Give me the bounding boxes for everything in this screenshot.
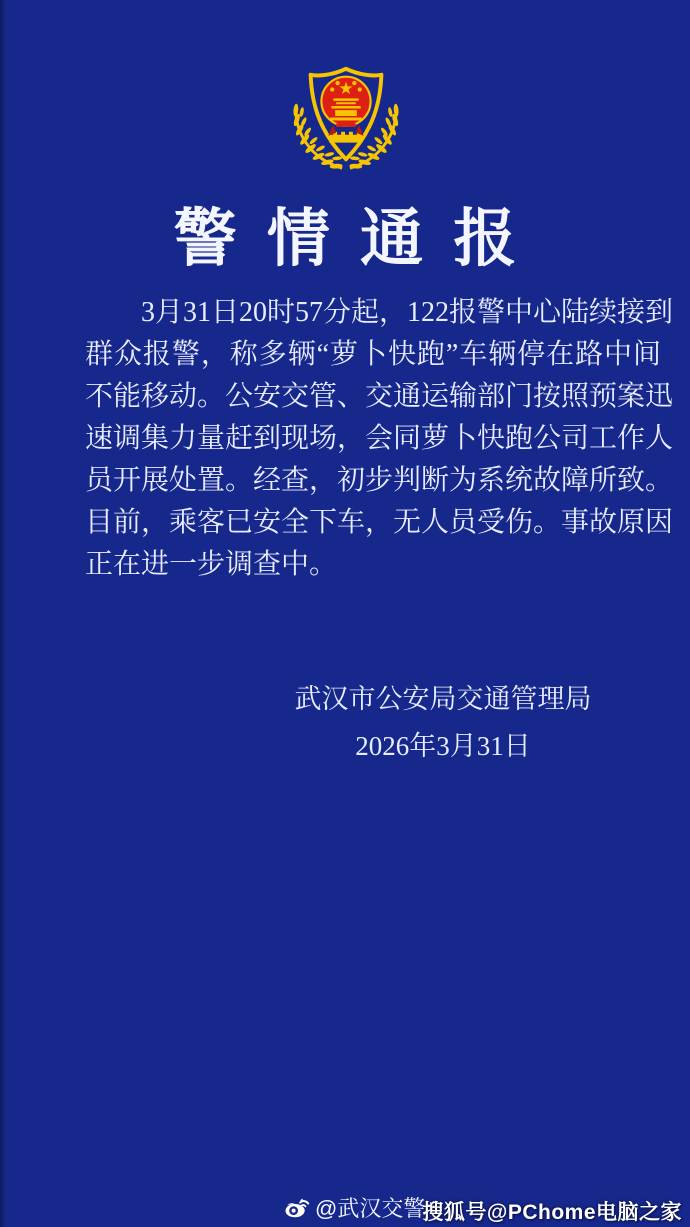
- signature-block: [295, 676, 592, 770]
- sohu-watermark: 搜狐号@PChome电脑之家: [422, 1201, 682, 1224]
- body-line: 员开展处置。经查，初步判断为系统故障所致。: [85, 465, 674, 496]
- notice-body: [85, 292, 674, 586]
- weibo-icon: [284, 1196, 310, 1219]
- weibo-credit: [284, 1192, 425, 1223]
- issue-date: 2026年3月31日: [355, 731, 531, 761]
- body-line: 3月31日20时57分起，122报警中心陆续接到: [141, 297, 674, 328]
- body-line: 群众报警，称多辆“萝卜快跑”车辆停在路中间: [85, 339, 661, 370]
- police-badge-emblem: [287, 60, 405, 176]
- body-line: 不能移动。公安交管、交通运输部门按照预案迅: [85, 381, 674, 412]
- weibo-handle: @武汉交警: [315, 1196, 426, 1221]
- issuer-name: 武汉市公安局交通管理局: [294, 684, 592, 714]
- notice-title: 警情通报: [173, 204, 547, 274]
- body-line: 正在进一步调查中。: [85, 549, 338, 580]
- body-line: 速调集力量赶到现场，会同萝卜快跑公司工作人: [85, 423, 674, 454]
- body-line: 目前，乘客已安全下车，无人员受伤。事故原因: [85, 507, 674, 538]
- left-edge-shade: [0, 0, 6, 1227]
